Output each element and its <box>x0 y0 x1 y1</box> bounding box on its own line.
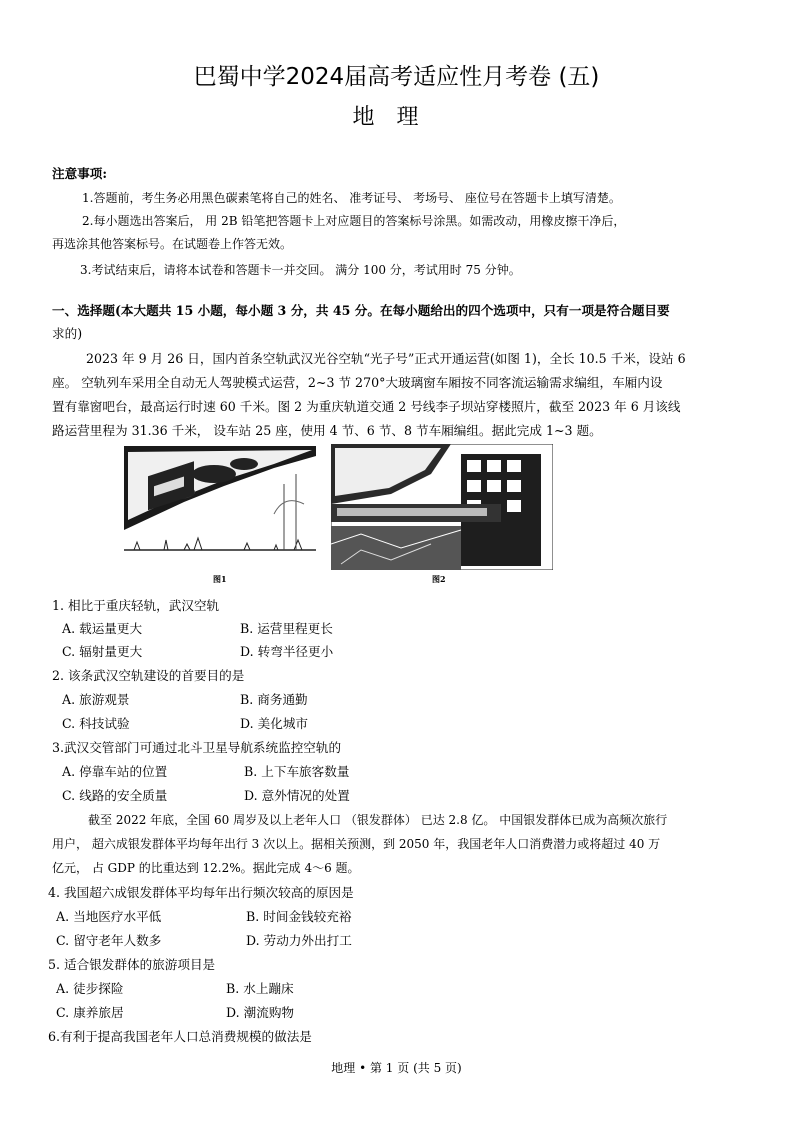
q1-option-d: D. 转弯半径更小 <box>240 644 334 659</box>
q2-stem: 2. 该条武汉空轨建设的首要目的是 <box>52 668 245 683</box>
notice-item-1: 1.答题前，考生务必用黑色碳素笔将自己的姓名、 准考证号、 考场号、 座位号在答题卡上填写清楚。 <box>82 191 621 205</box>
q4-option-d: D. 劳动力外出打工 <box>246 933 352 948</box>
q6-stem: 6.有利于提高我国老年人口总消费规模的做法是 <box>48 1029 312 1044</box>
notice-item-3: 3.考试结束后，请将本试卷和答题卡一并交回。 满分 100 分，考试用时 75 分钟。 <box>80 263 521 277</box>
q5-option-d: D. 潮流购物 <box>226 1005 295 1020</box>
section-heading-text: 一、选择题(本大题共 15 小题，每小题 3 分，共 45 分。在每小题给出的四个选项中，只有一项是符合题目要 <box>52 303 670 318</box>
q5-stem: 5. 适合银发群体的旅游项目是 <box>48 957 216 972</box>
q1-stem: 1. 相比于重庆轻轨，武汉空轨 <box>52 598 220 613</box>
q4-option-c: C. 留守老年人数多 <box>56 933 162 948</box>
q1-option-c: C. 辐射量更大 <box>62 644 143 659</box>
section-heading <box>52 303 670 319</box>
q5-option-a: A. 徒步探险 <box>56 981 124 996</box>
q3-option-c: C. 线路的安全质量 <box>62 788 168 803</box>
exam-title: 巴蜀中学2024届高考适应性月考卷 (五) <box>193 64 600 90</box>
notice-item-2-cont: 再选涂其他答案标号。在试题卷上作答无效。 <box>52 237 293 251</box>
q4-stem: 4. 我国超六成银发群体平均每年出行频次较高的原因是 <box>48 885 354 900</box>
passage1-line-4: 路运营里程为 31.36 千米， 设车站 25 座，使用 4 节、6 节、8 节车厢编组。据此完成 1~3 题。 <box>52 423 602 438</box>
q1-option-a: A. 载运量更大 <box>62 621 143 636</box>
q2-option-c: C. 科技试验 <box>62 716 130 731</box>
q2-option-d: D. 美化城市 <box>240 716 309 731</box>
page-footer: 地理 • 第 1 页 (共 5 页) <box>331 1061 462 1075</box>
passage1-line-1: 2023 年 9 月 26 日，国内首条空轨武汉光谷空轨“光子号”正式开通运营(如图 1)，全长 10.5 千米，设站 6 <box>86 351 686 366</box>
subject-title: 地理 <box>352 105 441 130</box>
passage1-line-2: 座。 空轨列车采用全自动无人驾驶模式运营，2~3 节 270°大玻璃窗车厢按不同客流运输需求编组，车厢内设 <box>52 375 663 390</box>
q5-option-b: B. 水上蹦床 <box>226 981 294 996</box>
q2-option-a: A. 旅游观景 <box>62 692 130 707</box>
q4-option-b: B. 时间金钱较充裕 <box>246 909 352 924</box>
figure-2-station-photo <box>331 444 553 570</box>
figure-2-caption: 图2 <box>432 574 446 584</box>
notice-heading: 注意事项: <box>52 166 108 181</box>
q5-option-c: C. 康养旅居 <box>56 1005 124 1020</box>
q3-stem: 3.武汉交管部门可通过北斗卫星导航系统监控空轨的 <box>52 740 342 755</box>
section-heading-cont: 求的) <box>52 326 83 341</box>
q3-option-b: B. 上下车旅客数量 <box>244 764 350 779</box>
figure-1-sky-train <box>124 444 316 570</box>
q1-option-b: B. 运营里程更长 <box>240 621 333 636</box>
passage2-line-1: 截至 2022 年底，全国 60 周岁及以上老年人口 （银发群体） 已达 2.8 亿。 中国银发群体已成为高频次旅行 <box>88 813 668 827</box>
q2-option-b: B. 商务通勤 <box>240 692 308 707</box>
passage2-line-2: 用户， 超六成银发群体平均每年出行 3 次以上。据相关预测，到 2050 年，我国老年人口消费潜力或将超过 40 万 <box>52 837 661 851</box>
figure-1-caption: 图1 <box>213 574 227 584</box>
passage2-line-3: 亿元， 占 GDP 的比重达到 12.2%。据此完成 4～6 题。 <box>52 861 360 875</box>
q3-option-d: D. 意外情况的处置 <box>244 788 350 803</box>
q3-option-a: A. 停靠车站的位置 <box>62 764 168 779</box>
passage1-line-3: 置有靠窗吧台，最高运行时速 60 千米。图 2 为重庆轨道交通 2 号线李子坝站穿楼照片，截至 2023 年 6 月该线 <box>52 399 681 414</box>
notice-item-2: 2.每小题选出答案后， 用 2B 铅笔把答题卡上对应题目的答案标号涂黑。如需改动，用橡皮擦干净后， <box>82 214 626 228</box>
q4-option-a: A. 当地医疗水平低 <box>56 909 162 924</box>
